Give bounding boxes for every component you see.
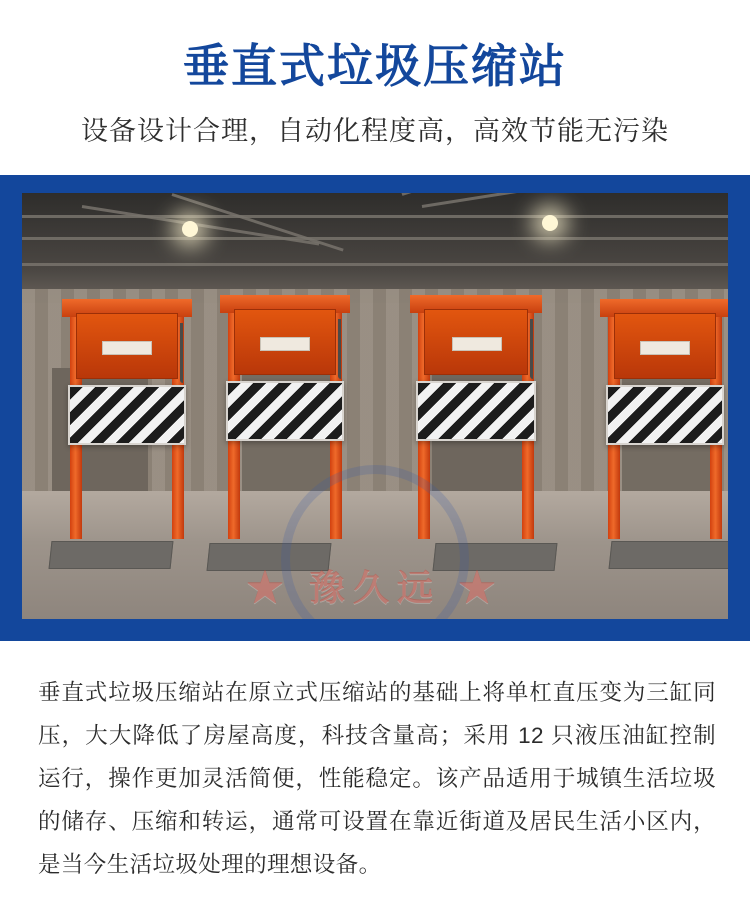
page-subtitle: 设备设计合理，自动化程度高，高效节能无污染 — [81, 115, 669, 146]
machine-plate — [452, 337, 502, 351]
photo-watermark: ★ 豫久远 ★ — [246, 566, 504, 608]
hazard-panel — [226, 381, 344, 441]
machine-plate — [640, 341, 690, 355]
ceiling-lamp-icon — [542, 215, 558, 231]
hazard-panel — [68, 385, 186, 445]
product-description: 垂直式垃圾压缩站在原立式压缩站的基础上将单杠直压变为三缸同压，大大降低了房屋高度，科技含量高；采用 12 只液压油缸控制运行，操作更加灵活简便，性能稳定。该产品适用于城镇生活垃圾的储存、压缩和转运，通常可设置在靠近街道及居民生活小区内，是当今生活垃圾处理的理想设备。 — [38, 679, 716, 878]
machine-plate — [102, 341, 152, 355]
compactor-machine — [62, 299, 192, 539]
compactor-machine — [600, 299, 728, 539]
header — [0, 0, 750, 149]
warehouse-scene — [22, 193, 728, 619]
page-title: 垂直式垃圾压缩站 — [183, 40, 567, 92]
machine-plate — [260, 337, 310, 351]
photo-band — [0, 175, 750, 641]
roof-structure — [22, 193, 728, 303]
hazard-panel — [416, 381, 536, 441]
product-photo — [22, 193, 728, 619]
ceiling-lamp-icon — [182, 221, 198, 237]
hazard-panel — [606, 385, 724, 445]
